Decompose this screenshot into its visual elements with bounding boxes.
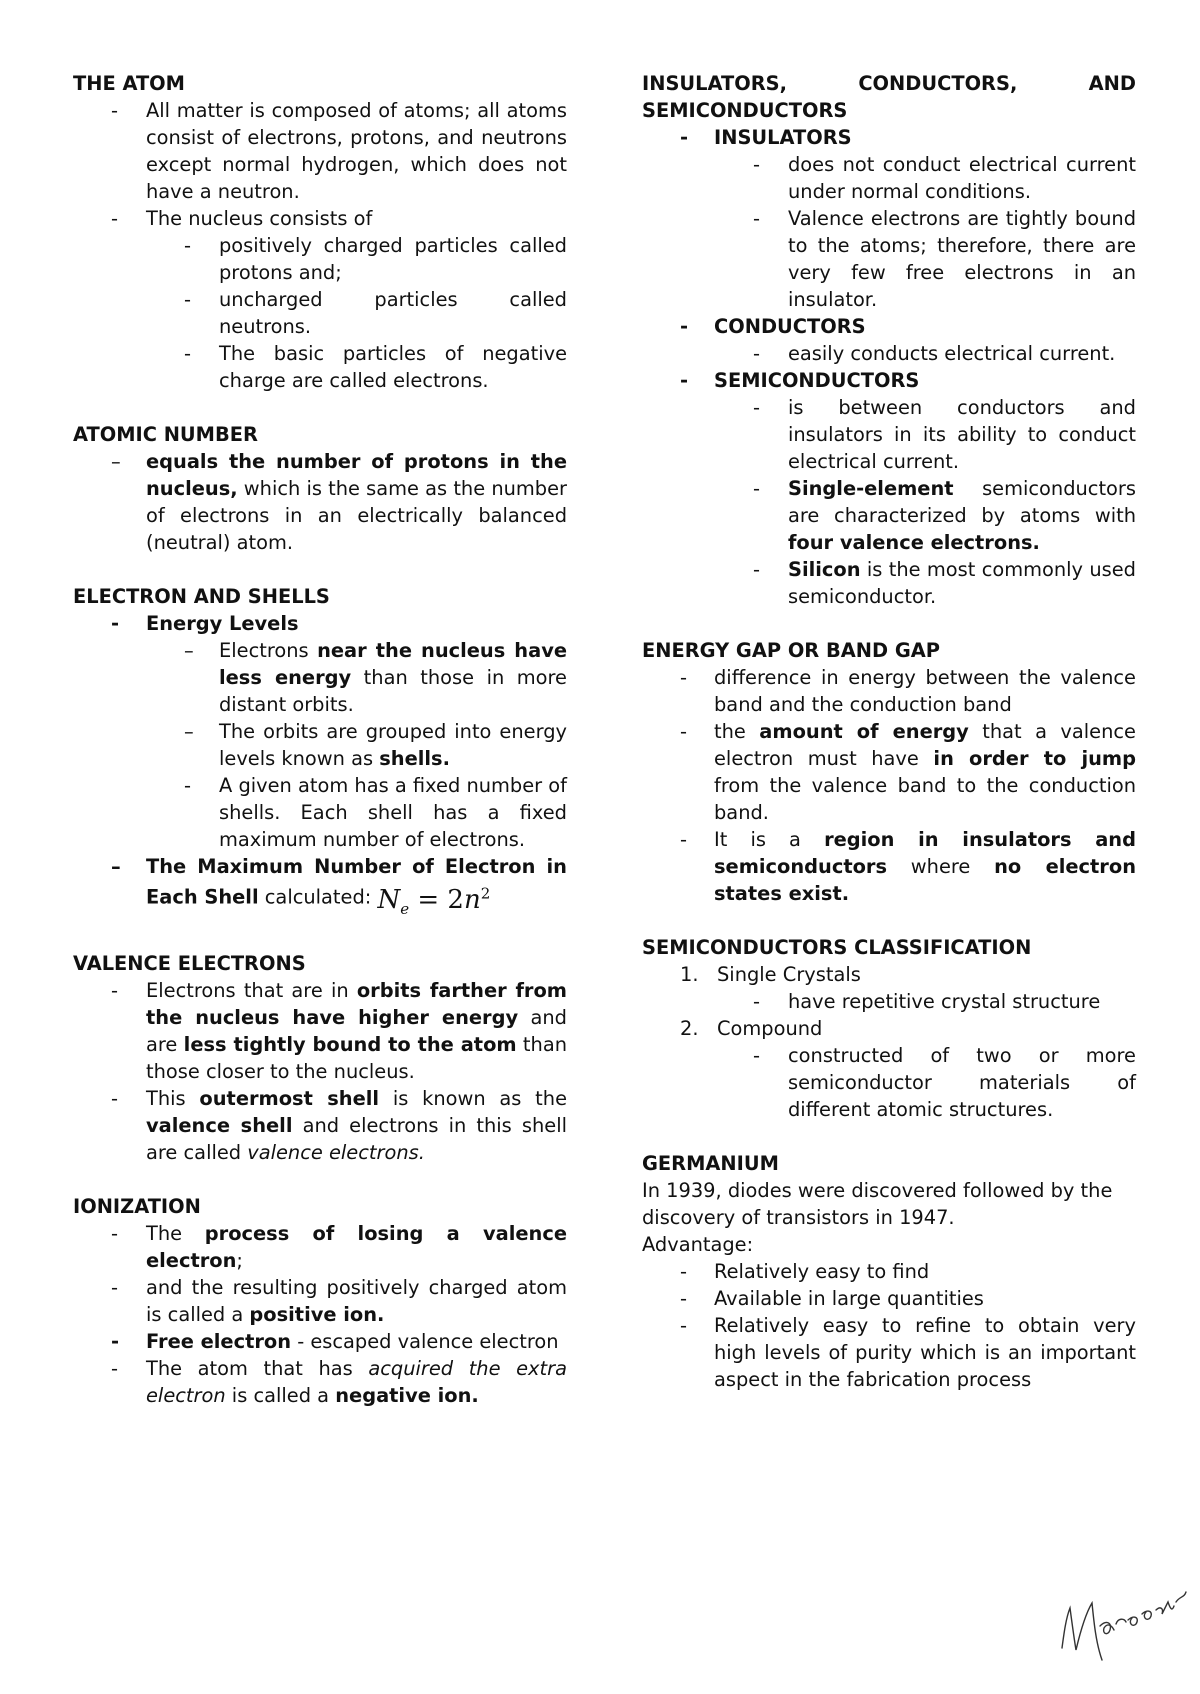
section-valence-electrons [73, 950, 567, 1166]
left-column [73, 70, 567, 1436]
list-item: - CONDUCTORS [680, 315, 866, 338]
list-item: - The atom that has acquired the extra electron is called a negative ion. [111, 1356, 567, 1407]
list-item: - SEMICONDUCTORS [680, 369, 920, 392]
sub-list-item: - Silicon is the most commonly used semiconductor. [753, 558, 1136, 608]
section-insulators-conductors-semiconductors [642, 70, 1136, 610]
section-title: ATOMIC NUMBER [73, 423, 258, 446]
list-item: - All matter is composed of atoms; all atoms consist of electrons, protons, and neutrons except normal hydrogen, which does not have a neutron. [111, 99, 567, 203]
sub-list-item: - uncharged particles called neutrons. [184, 288, 567, 338]
sub-list-item: - The basic particles of negative charge are called electrons. [184, 342, 567, 392]
paragraph: In 1939, diodes were discovered followed by the discovery of transistors in 1947. [642, 1179, 1113, 1229]
list-item: - It is a region in insulators and semiconductors where no electron states exist. [680, 828, 1136, 905]
signature-image [1052, 1578, 1192, 1668]
list-item: – equals the number of protons in the nucleus, which is the same as the number of electrons in an electrically balanced (neutral) atom. [111, 450, 567, 554]
right-column [642, 70, 1136, 1420]
formula: $N_e = 2n^2$ [377, 884, 491, 918]
paragraph: Advantage: [642, 1233, 754, 1256]
section-title: SEMICONDUCTORS CLASSIFICATION [642, 936, 1032, 959]
section-title: VALENCE ELECTRONS [73, 951, 306, 975]
list-item: - Relatively easy to refine to obtain very high levels of purity which is an important aspect in the fabrication process [680, 1314, 1136, 1391]
list-item: - Available in large quantities [680, 1287, 984, 1310]
sub-list-item: - have repetitive crystal structure [753, 990, 1101, 1013]
list-item: - Free electron - escaped valence electron [111, 1329, 559, 1353]
list-item: - Relatively easy to find [680, 1260, 930, 1283]
section-energy-gap [642, 637, 1136, 907]
numbered-item: 2. Compound [680, 1017, 823, 1040]
list-item: - This outermost shell is known as the valence shell and electrons in this shell are called valence electrons. [111, 1086, 567, 1164]
section-atomic-number [73, 421, 567, 556]
section-title: THE ATOM [73, 72, 185, 95]
numbered-item: 1. Single Crystals [680, 963, 861, 986]
list-item: - the amount of energy that a valence electron must have in order to jump from the valence band to the conduction band. [680, 720, 1136, 824]
sub-list-item: - easily conducts electrical current. [753, 342, 1116, 365]
section-title: ENERGY GAP OR BAND GAP [642, 639, 940, 662]
sub-list-item: – Electrons near the nucleus have less energy than those in more distant orbits. [184, 639, 567, 716]
section-electron-and-shells [73, 583, 567, 923]
section-title: IONIZATION [73, 1194, 201, 1218]
list-item: - Electrons that are in orbits farther from the nucleus have higher energy and are less tightly bound to the atom than those closer to the nucleus. [111, 978, 568, 1083]
list-item: - INSULATORS [680, 126, 852, 149]
sub-list-item: - Valence electrons are tightly bound to the atoms; therefore, there are very few free electrons in an insulator. [753, 207, 1136, 311]
list-item: - The nucleus consists of [111, 207, 373, 230]
section-title: INSULATORS, CONDUCTORS, AND SEMICONDUCTORS [642, 72, 1136, 122]
section-germanium [642, 1150, 1136, 1393]
sub-list-item: - is between conductors and insulators in its ability to conduct electrical current. [753, 396, 1136, 473]
section-the-atom [73, 70, 567, 394]
list-item: – The Maximum Number of Electron in Each Shell calculated: $N_e = 2n^2$ [111, 855, 567, 918]
section-ionization [73, 1193, 567, 1409]
section-title: GERMANIUM [642, 1152, 779, 1175]
sub-list-item: – The orbits are grouped into energy levels known as shells. [184, 720, 567, 770]
sub-list-item: - does not conduct electrical current under normal conditions. [753, 153, 1136, 203]
section-title: ELECTRON AND SHELLS [73, 585, 330, 608]
section-semiconductors-classification [642, 934, 1136, 1123]
list-item: - and the resulting positively charged atom is called a positive ion. [111, 1275, 567, 1326]
sub-list-item: - A given atom has a fixed number of shells. Each shell has a fixed maximum number of electrons. [184, 774, 567, 851]
list-item: - difference in energy between the valence band and the conduction band [680, 666, 1136, 716]
list-item: - The process of losing a valence electron; [111, 1221, 567, 1272]
sub-list-item: - constructed of two or more semiconductor materials of different atomic structures. [753, 1044, 1136, 1121]
sub-list-item: - positively charged particles called protons and; [184, 234, 567, 284]
sub-list-item: - Single-element semiconductors are characterized by atoms with four valence electrons. [753, 477, 1136, 554]
list-item: - Energy Levels [111, 612, 299, 635]
